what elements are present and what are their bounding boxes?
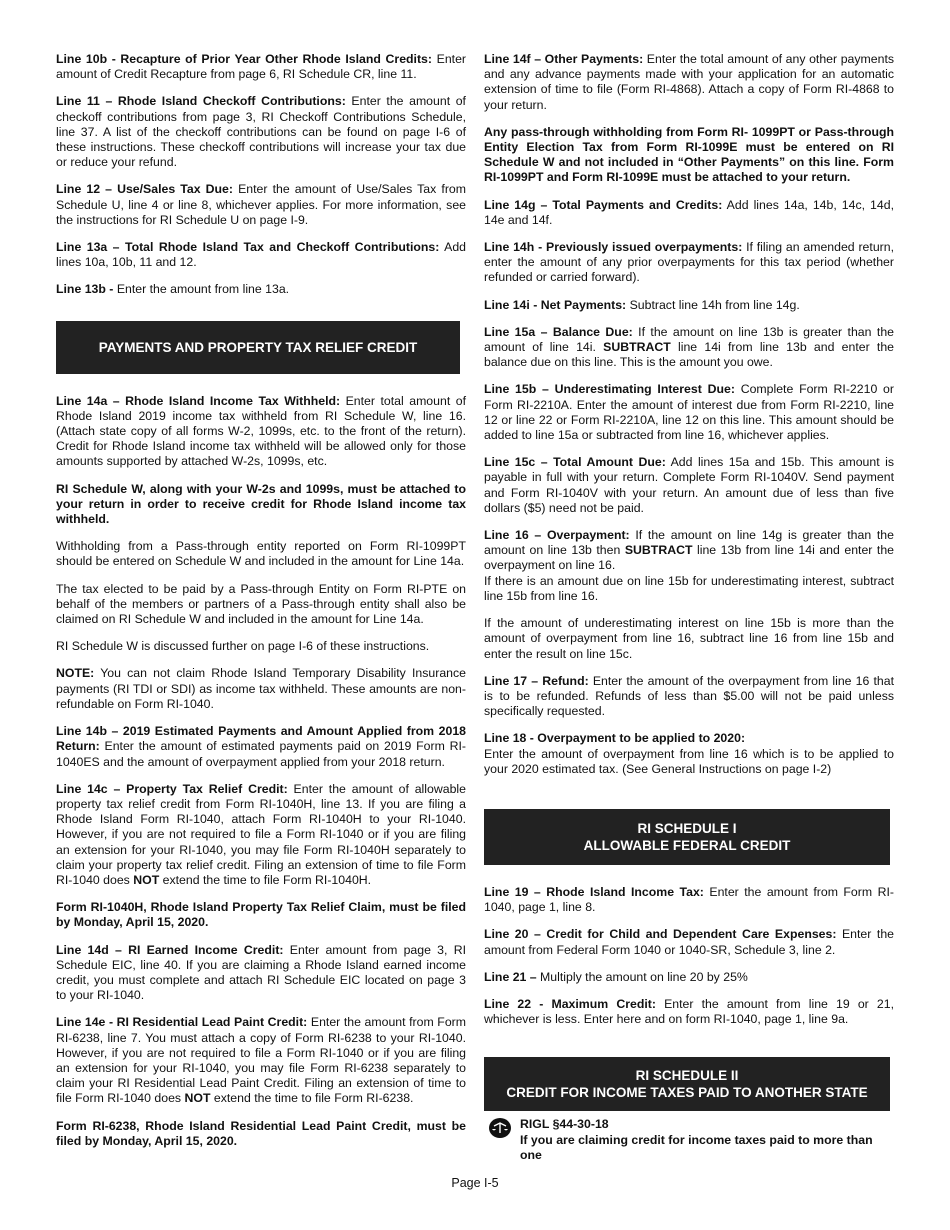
line-21: Line 21 – Multiply the amount on line 20 by 25%: [484, 969, 748, 984]
line-14d: Line 14d – RI Earned Income Credit: Enter amount from page 3, RI Schedule EIC, line 40. If you are claiming a Rhode Island earned income credit, you must complete and attach RI Schedule EIC located on page 3 to your RI-1040.: [56, 942, 466, 1003]
right-column: [484, 52, 894, 1163]
line-10b: Line 10b - Recapture of Prior Year Other Rhode Island Credits: Enter amount of Credit Recapture from page 6, RI Schedule CR, line 11.: [56, 52, 467, 82]
line-15c: Line 15c – Total Amount Due: Add lines 15a and 15b. This amount is payable in full with your return. Complete Form RI-1040V. Send payment and Form RI-1040V with your return. An amount due of less than five dollars ($5) need not be paid.: [484, 455, 894, 515]
pte-text: The tax elected to be paid by a Pass-through Entity on Form RI-PTE on behalf of the members or partners of a Pass-through entity shall also be claimed on RI Schedule W and included in the amount for Line 14a.: [56, 581, 466, 627]
line-17: Line 17 – Refund: Enter the amount of the overpayment from line 16 that is to be refunded. Refunds of less than $5.00 will not be paid unless specifically requested.: [484, 673, 894, 719]
line-14b: Line 14b – 2019 Estimated Payments and Amount Applied from 2018 Return: Enter the amount of estimated payments paid on 2019 Form RI-1040ES and the amount of overpayment applied from your 2018 return.: [56, 724, 466, 769]
payments-banner: PAYMENTS AND PROPERTY TAX RELIEF CREDIT: [56, 321, 460, 374]
form-1040h-notice: Form RI-1040H, Rhode Island Property Tax Relief Claim, must be filed by Monday, April 15, 2020.: [56, 900, 466, 930]
rigl-text: RIGL §44-30-18 If you are claiming credit for income taxes paid to more than one: [520, 1117, 873, 1162]
line-14f: Line 14f – Other Payments: Enter the total amount of any other payments and any advance payments made with your application for an automatic extension of time to file (Form RI-4868). Attach a copy of Form RI-4868 to your return.: [484, 52, 895, 112]
legal-scale-icon: [488, 1117, 512, 1139]
line-19: Line 19 – Rhode Island Income Tax: Enter the amount from Form RI-1040, page 1, line 8.: [484, 884, 894, 915]
schedule-ii-banner: RI SCHEDULE II CREDIT FOR INCOME TAXES PAID TO ANOTHER STATE: [484, 1057, 890, 1111]
schedule-w-notice: RI Schedule W, along with your W-2s and 1099s, must be attached to your return in order to receive credit for Rhode Island income tax withheld.: [56, 481, 466, 527]
line-14h: Line 14h - Previously issued overpayments: If filing an amended return, enter the amount of any prior overpayments for this tax period (whether refunded or carried forward).: [484, 240, 895, 285]
schedule-i-banner: RI SCHEDULE I ALLOWABLE FEDERAL CREDIT: [484, 809, 890, 865]
underestimating-text: If the amount of underestimating interest on line 15b is more than the amount of overpayment from line 16, subtract line 16 from line 15b and enter the result on line 15c.: [484, 616, 894, 661]
line-20: Line 20 – Credit for Child and Dependent Care Expenses: Enter the amount from Federal Form 1040 or 1040-SR, Schedule 3, line 2.: [484, 927, 894, 957]
rigl-reference: [484, 1117, 894, 1163]
line-22: Line 22 - Maximum Credit: Enter the amount from line 19 or 21, whichever is less. Enter here and on form RI-1040, page 1, line 9a.: [484, 996, 894, 1027]
line-14i: Line 14i - Net Payments: Subtract line 14h from line 14g.: [484, 297, 800, 312]
line-14g: Line 14g – Total Payments and Credits: Add lines 14a, 14b, 14c, 14d, 14e and 14f.: [484, 197, 894, 227]
line-14c: Line 14c – Property Tax Relief Credit: Enter the amount of allowable property tax relief credit from Form RI-1040H, line 13. If you are filing a Rhode Island Form RI-1040, attach Form RI-1040H to your RI-1040. However, if you are not required to file a Form RI-1040 or if you are filing an extension for your RI-1040, you may file Form RI-1040H separately to claim your property tax relief credit. Filing an extension of time to file Form RI-1040 does NOT extend the time to file Form RI-1040H.: [56, 781, 466, 887]
passthrough-text: Withholding from a Pass-through entity reported on Form RI-1099PT should be entered on Schedule W and included in the amount for Line 14a.: [56, 539, 466, 569]
line-13a: Line 13a – Total Rhode Island Tax and Checkoff Contributions: Add lines 10a, 10b, 11 and 12.: [56, 240, 466, 270]
line-13b: Line 13b - Enter the amount from line 13a.: [56, 282, 290, 297]
line-15b: Line 15b – Underestimating Interest Due: Complete Form RI-2210 or Form RI-2210A. Enter the amount of interest due from Form RI-2210, line 12 or line 22 or Form RI-2210A, line 12 on this line. This amount should be added to line 15a or subtracted from line 16, whichever applies.: [484, 382, 894, 443]
page-number: Page I-5: [451, 1176, 499, 1190]
line-12: Line 12 – Use/Sales Tax Due: Enter the amount of Use/Sales Tax from Schedule U, line 4 or line 8, whichever applies. For more information, see the instructions for RI Schedule U on page I-9.: [56, 182, 466, 227]
schedule-w-discussed: RI Schedule W is discussed further on page I-6 of these instructions.: [56, 639, 430, 654]
line-11: Line 11 – Rhode Island Checkoff Contributions: Enter the amount of checkoff contributions from page 3, RI Checkoff Contributions Schedule, line 37. A list of the checkoff contributions can be found on page I-6 of these instructions. These checkoff contributions will increase your tax due or reduce your refund.: [56, 94, 466, 170]
note-tdi: NOTE: You can not claim Rhode Island Temporary Disability Insurance payments (RI TDI or SDI) as income tax withheld. These amounts are non-refundable on Form RI-1040.: [56, 666, 466, 711]
line-16: Line 16 – Overpayment: If the amount on line 14g is greater than the amount on line 13b then SUBTRACT line 13b from line 14i and enter the overpayment on line 16. If there is an amount due on line 15b for underestimating interest, subtract line 15b from line 16.: [484, 528, 895, 603]
line-18: Line 18 - Overpayment to be applied to 2020: Enter the amount of overpayment from line 16 which is to be applied to your 2020 estimated tax. (See General Instructions on page I-2): [484, 731, 894, 776]
passthrough-notice: Any pass-through withholding from Form RI- 1099PT or Pass-through Entity Election Tax from Form RI-1099E must be entered on RI Schedule W and not included in “Other Payments” on this line. Form RI-1099PT and Form RI-1099E must be attached to your return.: [484, 124, 894, 185]
line-14e: Line 14e - RI Residential Lead Paint Credit: Enter the amount from Form RI-6238, line 7. You must attach a copy of Form RI-6238 to your RI-1040. However, if you are not required to file a Form RI-1040 or if you are filing an extension for your RI-1040, you may file Form RI-6238 separately to claim your RI Residential Lead Paint Credit. Filing an extension of time to file Form RI-1040 does NOT extend the time to file Form RI-6238.: [56, 1015, 466, 1106]
form-6238-notice: Form RI-6238, Rhode Island Residential Lead Paint Credit, must be filed by Monday, April 15, 2020.: [56, 1118, 466, 1148]
line-14a: Line 14a – Rhode Island Income Tax Withheld: Enter total amount of Rhode Island 2019 income tax withheld from RI Schedule W, line 16. (Attach state copy of all forms W-2, 1099s, etc. to the front of the return). Credit for Rhode Island income tax withheld will be allowed only for those amounts supported by attached W-2s, 1099s, etc.: [56, 393, 466, 469]
line-15a: Line 15a – Balance Due: If the amount on line 13b is greater than the amount of line 14i. SUBTRACT line 14i from line 13b and enter the balance due on this line. This is the amount you owe.: [484, 324, 895, 370]
left-column: [56, 52, 466, 1161]
